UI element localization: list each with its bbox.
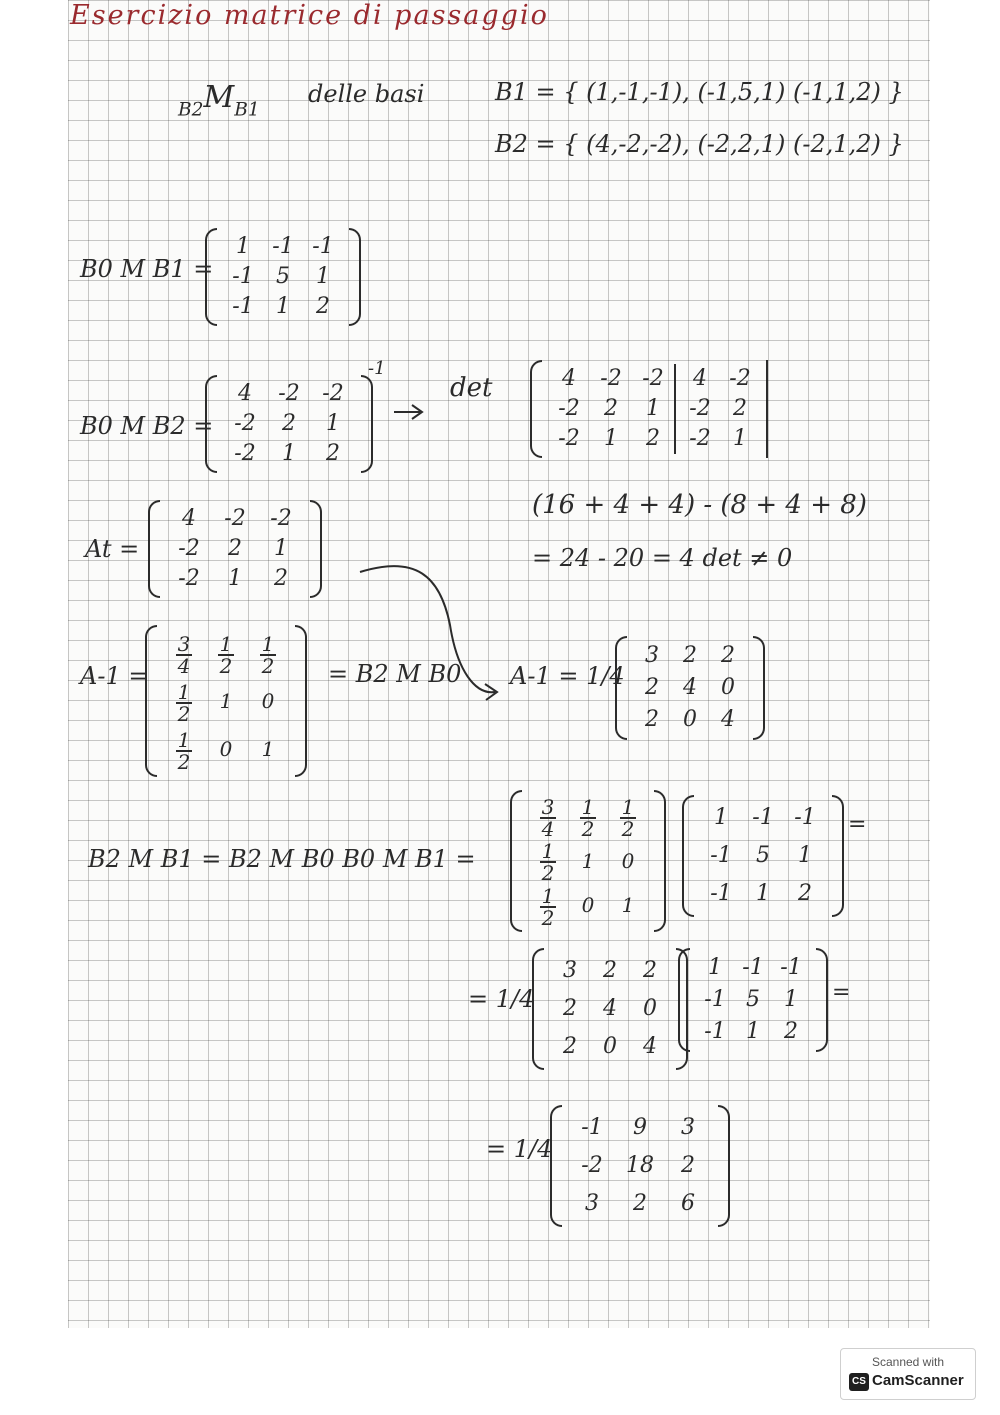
- matrix-cell: -2: [234, 441, 256, 466]
- right-paren: [718, 1105, 730, 1227]
- equals-sign: =: [832, 980, 851, 1005]
- matrix-cell: 0: [621, 848, 635, 873]
- matrix-cell: 2: [733, 396, 747, 421]
- right-paren: [654, 790, 666, 932]
- matrix-cell: -2: [729, 366, 751, 391]
- matrix-label-b0-m-b1: B0 M B1 =: [80, 255, 214, 283]
- matrix-cell: 1: [581, 848, 595, 873]
- matrix-cell: 1: [326, 411, 340, 436]
- matrix-cell: 3: [681, 1115, 695, 1140]
- scaled-matrix-right: [678, 948, 828, 1052]
- matrix-cell: 4: [562, 366, 576, 391]
- matrix-cell: 1: [219, 689, 233, 713]
- det-word: det: [450, 373, 493, 403]
- matrix-a-inverse: [145, 625, 307, 777]
- matrix-cell: $\frac{1}{2}$: [541, 883, 555, 930]
- matrix-cell: 0: [603, 1034, 617, 1059]
- matrix-cell: 1: [621, 893, 635, 917]
- matrix-cell: 0: [643, 996, 657, 1021]
- matrix-cell: 2: [645, 675, 659, 700]
- matrix-cell: $\frac{1}{2}$: [541, 839, 555, 885]
- product-matrix-left: [510, 790, 666, 932]
- left-paren: [550, 1105, 562, 1227]
- matrix-cell: 4: [683, 675, 697, 700]
- matrix-cell: 1: [228, 566, 242, 591]
- matrix-cell: 2: [603, 958, 617, 983]
- det-bar: [766, 360, 768, 458]
- scale-prefix-1: = 1/4: [468, 985, 535, 1013]
- matrix-cell: -2: [689, 396, 711, 421]
- matrix-cell: 1: [261, 737, 275, 761]
- matrix-cell: 18: [626, 1153, 654, 1178]
- left-paren: [678, 948, 690, 1052]
- matrix-cell: 4: [693, 366, 707, 391]
- matrix-b0-m-b2: [205, 375, 373, 473]
- left-paren: [615, 636, 627, 740]
- matrix-cell: 1: [282, 441, 296, 466]
- matrix-cell: $\frac{1}{2}$: [177, 679, 191, 726]
- scale-prefix-2: = 1/4: [486, 1135, 553, 1163]
- matrix-cell: -1: [794, 805, 816, 830]
- matrix-cell: 4: [643, 1034, 657, 1059]
- matrix-cell: 2: [784, 1019, 798, 1044]
- page-title: Esercizio matrice di passaggio: [70, 0, 549, 31]
- matrix-a-inverse-scaled: [615, 636, 765, 740]
- result-matrix: [550, 1105, 730, 1227]
- matrix-cell: 1: [604, 426, 618, 451]
- matrix-cell: 2: [646, 426, 660, 451]
- matrix-cell: 4: [603, 996, 617, 1021]
- matrix-cell: 1: [236, 234, 250, 259]
- matrix-cell: -1: [710, 843, 732, 868]
- matrix-cell: -2: [178, 536, 200, 561]
- matrix-cell: -1: [272, 234, 294, 259]
- matrix-cell: $\frac{1}{2}$: [621, 794, 635, 841]
- matrix-cell: $\frac{3}{4}$: [177, 631, 191, 678]
- left-paren: [510, 790, 522, 932]
- matrix-cell: 0: [581, 893, 595, 917]
- matrix-cell: $\frac{1}{2}$: [581, 794, 595, 841]
- matrix-cell: 0: [721, 675, 735, 700]
- matrix-cell: 2: [563, 1034, 577, 1059]
- right-paren: [349, 228, 361, 326]
- matrix-cell: -2: [278, 381, 300, 406]
- matrix-cell: 1: [646, 396, 660, 421]
- inverse-exponent: -1: [368, 358, 386, 379]
- left-paren: [205, 375, 217, 473]
- matrix-cell: 2: [645, 707, 659, 732]
- matrix-cell: 2: [316, 294, 330, 319]
- matrix-cell: -2: [642, 366, 664, 391]
- matrix-cell: -2: [178, 566, 200, 591]
- matrix-cell: 1: [274, 536, 288, 561]
- matrix-cell: 2: [326, 441, 340, 466]
- matrix-cell: 6: [681, 1191, 695, 1216]
- matrix-cell: 1: [733, 426, 747, 451]
- matrix-cell: 0: [261, 689, 275, 713]
- matrix-cell: 9: [633, 1115, 647, 1140]
- left-paren: [682, 795, 694, 917]
- right-paren: [310, 500, 322, 598]
- matrix-cell: -1: [704, 987, 726, 1012]
- left-paren: [530, 360, 542, 458]
- matrix-cell: 2: [274, 566, 288, 591]
- matrix-a-transpose: [148, 500, 322, 598]
- right-paren: [753, 636, 765, 740]
- matrix-cell: 2: [563, 996, 577, 1021]
- matrix-cell: 2: [228, 536, 242, 561]
- matrix-cell: 1: [784, 987, 798, 1012]
- right-paren: [295, 625, 307, 777]
- det-calc-2: = 24 - 20 = 4 det ≠ 0: [532, 544, 793, 572]
- matrix-cell: 2: [798, 881, 812, 906]
- equals-b2-m-b0: = B2 M B0: [328, 660, 462, 688]
- matrix-cell: 1: [714, 805, 728, 830]
- matrix-cell: -1: [232, 294, 254, 319]
- matrix-cell: -2: [558, 426, 580, 451]
- matrix-cell: 2: [604, 396, 618, 421]
- matrix-cell: -1: [704, 1019, 726, 1044]
- matrix-cell: -1: [710, 881, 732, 906]
- matrix-cell: 5: [746, 987, 760, 1012]
- matrix-cell: -1: [742, 955, 764, 980]
- matrix-label-b0-m-b2: B0 M B2 =: [80, 412, 214, 440]
- matrix-cell: 1: [316, 264, 330, 289]
- matrix-cell: 5: [276, 264, 290, 289]
- matrix-label-b2-m-b1: $_{B2}M_{B1}$: [178, 80, 260, 121]
- matrix-cell: 4: [238, 381, 252, 406]
- product-equation: B2 M B1 = B2 M B0 B0 M B1 =: [88, 845, 476, 873]
- transpose-label: At =: [85, 535, 140, 563]
- matrix-cell: $\frac{1}{2}$: [177, 727, 191, 774]
- right-paren: [832, 795, 844, 917]
- determinant-sarrus: [530, 360, 768, 458]
- matrix-cell: -2: [600, 366, 622, 391]
- matrix-cell: -2: [322, 381, 344, 406]
- delle-basi-text: delle basi: [308, 80, 425, 108]
- left-paren: [148, 500, 160, 598]
- right-paren: [816, 948, 828, 1052]
- matrix-cell: $\frac{1}{2}$: [219, 631, 233, 678]
- matrix-cell: -1: [752, 805, 774, 830]
- matrix-cell: 4: [182, 506, 196, 531]
- matrix-cell: 1: [276, 294, 290, 319]
- matrix-cell: 3: [585, 1191, 599, 1216]
- basis-b2-definition: B2 = { (4,-2,-2), (-2,2,1) (-2,1,2) }: [495, 130, 904, 158]
- camscanner-logo: CS: [849, 1373, 869, 1391]
- matrix-cell: -2: [558, 396, 580, 421]
- matrix-cell: -1: [312, 234, 334, 259]
- inverse-right-label: A-1 = 1/4: [510, 662, 625, 690]
- matrix-cell: 0: [683, 707, 697, 732]
- matrix-cell: -2: [581, 1153, 603, 1178]
- matrix-cell: 2: [282, 411, 296, 436]
- matrix-cell: 0: [219, 737, 233, 761]
- matrix-cell: 1: [746, 1019, 760, 1044]
- matrix-cell: 5: [756, 843, 770, 868]
- matrix-cell: -1: [581, 1115, 603, 1140]
- matrix-cell: 1: [798, 843, 812, 868]
- equals-sign: =: [848, 812, 867, 837]
- matrix-cell: 1: [756, 881, 770, 906]
- matrix-cell: -2: [270, 506, 292, 531]
- matrix-cell: -1: [780, 955, 802, 980]
- matrix-cell: 3: [563, 958, 577, 983]
- matrix-cell: -2: [689, 426, 711, 451]
- scaled-matrix-left: [532, 948, 688, 1070]
- matrix-cell: 2: [721, 643, 735, 668]
- matrix-cell: $\frac{3}{4}$: [541, 794, 555, 841]
- camscanner-watermark: Scanned with CS CamScanner: [840, 1348, 976, 1400]
- right-paren: [361, 375, 373, 473]
- product-matrix-right: [682, 795, 844, 917]
- matrix-cell: 2: [681, 1153, 695, 1178]
- matrix-cell: 1: [708, 955, 722, 980]
- matrix-cell: 2: [683, 643, 697, 668]
- matrix-cell: -2: [224, 506, 246, 531]
- matrix-cell: $\frac{1}{2}$: [261, 631, 275, 678]
- matrix-cell: 4: [721, 707, 735, 732]
- matrix-cell: -2: [234, 411, 256, 436]
- basis-b1-definition: B1 = { (1,-1,-1), (-1,5,1) (-1,1,2) }: [495, 78, 904, 106]
- matrix-cell: 2: [633, 1191, 647, 1216]
- matrix-b0-m-b1: [205, 228, 361, 326]
- matrix-cell: 2: [643, 958, 657, 983]
- inverse-label: A-1 =: [80, 662, 149, 690]
- det-calc-1: (16 + 4 + 4) - (8 + 4 + 8): [532, 490, 867, 520]
- matrix-cell: 3: [645, 643, 659, 668]
- left-paren: [532, 948, 544, 1070]
- left-paren: [205, 228, 217, 326]
- right-arrow-icon: [392, 402, 426, 422]
- left-paren: [145, 625, 157, 777]
- matrix-cell: -1: [232, 264, 254, 289]
